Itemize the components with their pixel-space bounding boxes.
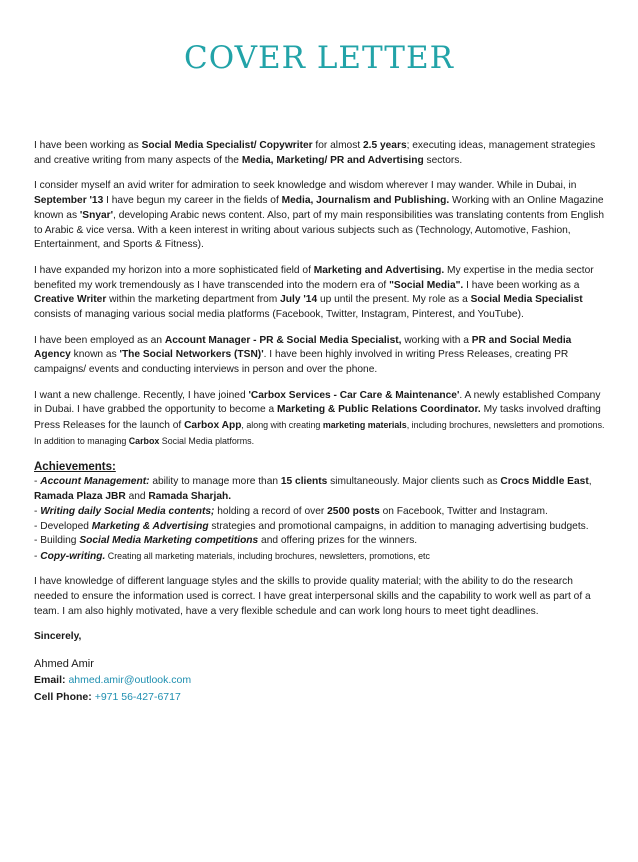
text-bold: Ramada Sharjah. — [148, 490, 232, 502]
text-bold-italic: Marketing & Advertising — [91, 520, 209, 532]
text: strategies and promotional campaigns, in addition to managing advertising budgets. — [208, 520, 589, 532]
text: Working with an Online Magazine known as — [34, 194, 604, 221]
text-bold: Carbox App — [184, 420, 242, 432]
paragraph-skills: I have knowledge of different language styles and the skills to provide quality material; with the ability to do the research needed to ensure the information used is correct. I have great interpersonal skills and the capability to work well as part of a team. I am also highly motivated, have a very flexible schedule and can work long hours to meet tight deadlines. — [34, 576, 591, 618]
text: simultaneously. Major clients such as — [327, 476, 501, 488]
closing-line — [34, 630, 606, 645]
text: within the marketing department from — [106, 294, 281, 306]
phone-link[interactable]: +971 56-427-6717 — [94, 690, 181, 703]
text-bold: Social Media Specialist/ Copywriter — [141, 140, 313, 151]
text-bold: 2.5 years — [362, 140, 407, 151]
phone-line — [34, 689, 606, 706]
text-bold: Ramada Plaza JBR — [34, 490, 126, 502]
text: holding a record of over — [214, 505, 328, 517]
text: , — [588, 476, 592, 488]
text-bold: September '13 — [34, 194, 104, 206]
text: ability to manage more than — [149, 476, 281, 488]
text: I want a new challenge. Recently, I have joined — [34, 389, 249, 401]
text: - — [34, 476, 41, 488]
text: for almost — [312, 140, 363, 151]
text-bold: "Social Media". — [389, 279, 464, 291]
text-bold: Social Media Specialist — [470, 294, 583, 306]
text-bold: Marketing and Advertising. — [313, 264, 445, 276]
text: - — [34, 505, 41, 517]
achievement-item — [34, 505, 606, 520]
text: - — [34, 551, 41, 563]
text: I have been working as a — [463, 279, 580, 291]
text: on Facebook, Twitter and Instagram. — [379, 505, 548, 517]
signature-block — [34, 656, 606, 706]
text: working with a — [401, 334, 472, 346]
text-bold: PR and Social Media Agency — [34, 334, 572, 361]
text: , developing Arabic news content. Also, part of my main responsibilities was translating contents from English to Arabic & vice versa. With a keen interest in writing about various subjects such as (Technology, Automotive, Fashion, Entertainment, and Sports & Fitness). — [34, 209, 604, 251]
text-bold: Carbox — [128, 435, 160, 446]
paragraph-background — [34, 179, 606, 253]
text: , including brochures, newsletters and promotions. In addition to managing — [34, 420, 605, 446]
text-bold: 2500 posts — [327, 505, 380, 517]
page-title: COVER LETTER — [184, 40, 454, 76]
text-bold: marketing materials — [322, 420, 407, 431]
achievement-item — [34, 520, 606, 535]
text-bold-italic: Copy-writing. — [40, 551, 106, 563]
text: and offering prizes for the winners. — [258, 535, 418, 547]
text-bold: 'Snyar' — [79, 209, 114, 221]
paragraph-account-manager — [34, 334, 606, 378]
text: I have been working as — [34, 140, 142, 151]
text-bold: July '14 — [280, 294, 318, 306]
paragraph-new-challenge — [34, 389, 606, 450]
text-bold: Marketing & Public Relations Coordinator. — [276, 404, 481, 416]
achievement-item — [34, 534, 606, 549]
text: My tasks involved drafting Press Releases for the launch of — [34, 404, 601, 432]
paragraph-intro — [34, 139, 606, 169]
text: I consider myself an avid writer for admiration to seek knowledge and wisdom wherever I may wander. While in Dubai, in — [34, 180, 577, 192]
text: I have begun my career in the fields of — [103, 194, 282, 206]
achievement-item — [34, 549, 606, 565]
paragraph-marketing — [34, 264, 606, 323]
text: Social Media platforms. — [159, 435, 255, 446]
text: ; executing ideas, management strategies and creative writing from many aspects of the — [34, 140, 596, 166]
text: I have expanded my horizon into a more sophisticated field of — [34, 264, 314, 276]
text-bold: 'The Social Networkers (TSN)' — [119, 349, 264, 361]
text-bold: Creative Writer — [34, 294, 107, 306]
closing-text: Sincerely, — [34, 631, 82, 643]
text-bold: 15 clients — [280, 476, 328, 488]
email-label: Email: — [34, 674, 69, 687]
text: My expertise in the media sector benefited my work tremendously as I have transcended into the modern era of — [34, 264, 594, 291]
text: sectors. — [423, 154, 463, 166]
text-bold: Media, Journalism and Publishing. — [281, 194, 450, 206]
text-bold: Media, Marketing/ PR and Advertising — [241, 154, 424, 166]
text: consists of managing various social media platforms (Facebook, Twitter, Instagram, Pinterest, and YouTube). — [34, 309, 524, 321]
email-link[interactable]: ahmed.amir@outlook.com — [68, 674, 192, 687]
text-bold-italic: Social Media Marketing competitions — [79, 535, 259, 547]
text: , along with creating — [241, 420, 323, 431]
text: . A newly established Company in Dubai. I have grabbed the opportunity to become a — [34, 389, 601, 416]
text: known as — [70, 349, 120, 361]
achievements-heading: Achievements: — [34, 461, 116, 474]
text-bold: Crocs Middle East — [500, 476, 589, 488]
email-line — [34, 672, 606, 689]
letter-body — [34, 139, 606, 705]
text: - Developed — [34, 520, 92, 532]
text: up until the present. My role as a — [317, 294, 471, 306]
text-bold-italic: Writing daily Social Media contents; — [40, 505, 215, 517]
phone-label: Cell Phone: — [34, 690, 95, 703]
text-bold: 'Carbox Services - Car Care & Maintenance' — [248, 389, 460, 401]
signature-name: Ahmed Amir — [34, 657, 94, 670]
text: Creating all marketing materials, including brochures, newsletters, promotions, etc — [105, 551, 430, 562]
text: . I have been highly involved in writing Press Releases, creating PR campaigns/ events and conducting interviews in person and over the phone. — [34, 349, 569, 376]
text: - Building — [34, 535, 80, 547]
text-bold-italic: Account Management: — [40, 476, 150, 488]
text: I have been employed as an — [34, 334, 165, 346]
text: and — [125, 490, 149, 502]
achievement-item — [34, 475, 606, 505]
text-bold: Account Manager - PR & Social Media Specialist, — [164, 334, 402, 346]
